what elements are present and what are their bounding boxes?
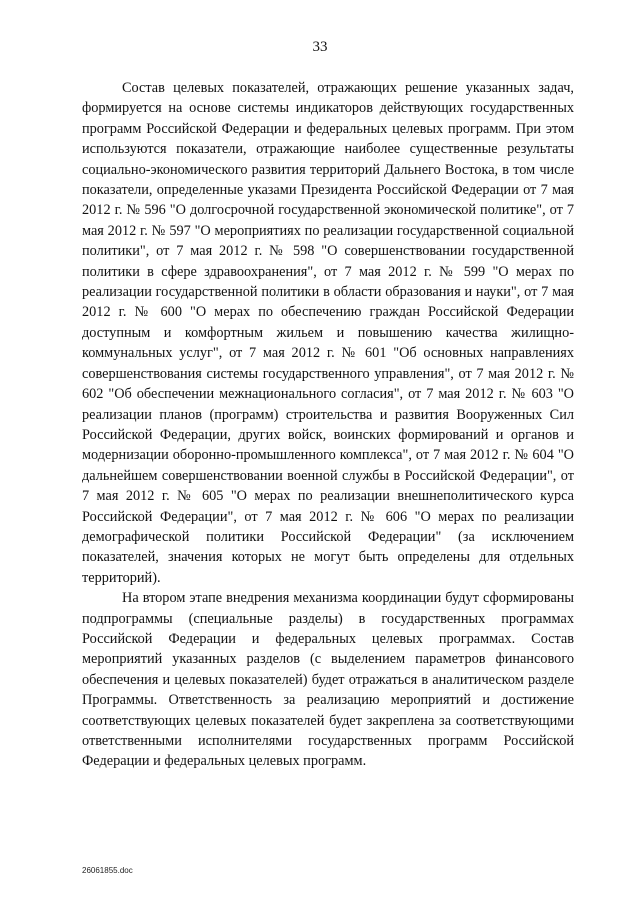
page-number: 33 <box>312 39 328 55</box>
document-body <box>82 78 574 772</box>
paragraph-second-stage: На втором этапе внедрения механизма координации будут сформированы подпрограммы (специальные разделы) в государственных программах Российской Федерации и федеральных целевых программах. Состав мероприятий указанных разделов (с выделением параметров финансового обеспечения и целевых показателей) будет отражаться в аналитическом разделе Программы. Ответственность за реализацию мероприятий и достижение соответствующих целевых показателей будет закреплена за соответствующими ответственными исполнителями государственных программ Российской Федерации и федеральных целевых программ. <box>82 590 574 770</box>
paragraph-target-indicators: Состав целевых показателей, отражающих решение указанных задач, формируется на основе системы индикаторов действующих государственных программ Российской Федерации и федеральных целевых программ. При этом используются показатели, отражающие наиболее существенные результаты социально-экономического развития территорий Дальнего Востока, в том числе показатели, определенные указами Президента Российской Федерации от 7 мая 2012 г. № 596 "О долгосрочной государственной экономической политике", от 7 мая 2012 г. № 597 "О мероприятиях по реализации государственной социальной политики", от 7 мая 2012 г. № 598 "О совершенствовании государственной политики в сфере здравоохранения", от 7 мая 2012 г. № 599 "О мерах по реализации государственной политики в области образования и науки", от 7 мая 2012 г. № 600 "О мерах по обеспечению граждан Российской Федерации доступным и комфортным жильем и повышению качества жилищно-коммунальных услуг", от 7 мая 2012 г. № 601 "Об основных направлениях совершенствования системы государственного управления", от 7 мая 2012 г. № 602 "Об обеспечении межнационального согласия", от 7 мая 2012 г. № 603 "О реализации планов (программ) строительства и развития Вооруженных Сил Российской Федерации, других войск, воинских формирований и органов и модернизации оборонно-промышленного комплекса", от 7 мая 2012 г. № 604 "О дальнейшем совершенствовании военной службы в Российской Федерации", от 7 мая 2012 г. № 605 "О мерах по реализации внешнеполитического курса Российской Федерации", от 7 мая 2012 г. № 606 "О мерах по реализации демографической политики Российской Федерации" (за исключением показателей, значения которых не могут быть определены для отдельных территорий). <box>82 80 574 586</box>
footer-filename: 26061855.doc <box>82 866 133 875</box>
